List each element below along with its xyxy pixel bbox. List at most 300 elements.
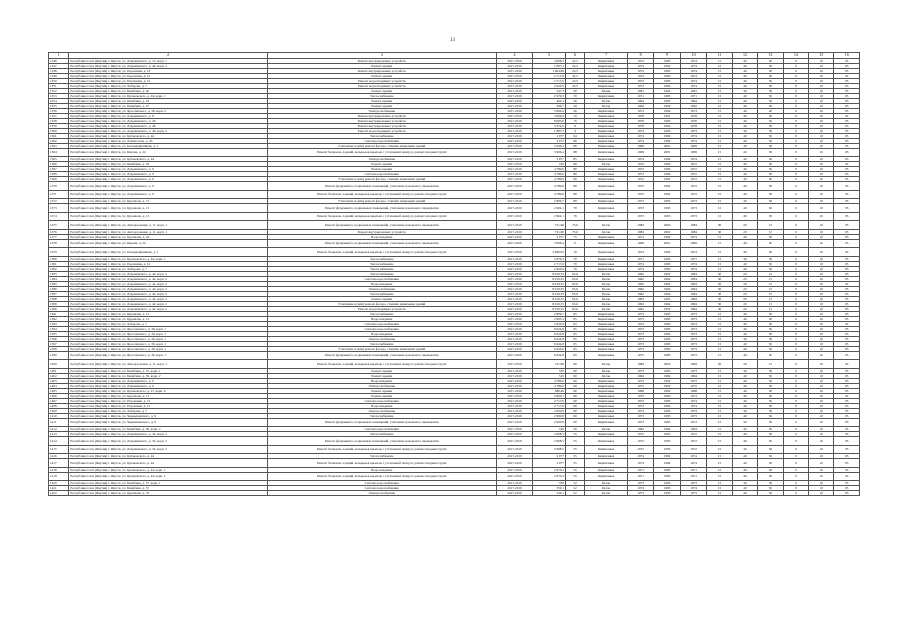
- table-cell: 1984: [654, 427, 680, 432]
- table-cell: 40: [732, 393, 757, 398]
- table-cell: 6 624,8: [533, 331, 566, 336]
- table-cell: 2 717,6: [533, 78, 566, 83]
- table-cell: 1984: [654, 459, 680, 468]
- table-cell: Кирпичные: [585, 93, 628, 98]
- table-cell: Республика Саха (Якутия) г. Якутск, ул. Дзержинского, д. 9: [69, 383, 267, 388]
- table-cell: 95: [834, 68, 860, 73]
- table-cell: 70: [565, 93, 584, 98]
- table-cell: 15: [707, 316, 732, 321]
- table-cell: 30: [758, 234, 783, 239]
- table-cell: 2 905,3: [533, 316, 566, 321]
- table-cell: 1352: [49, 88, 69, 93]
- table-cell: 40: [732, 398, 757, 403]
- table-cell: 15: [707, 491, 732, 496]
- table-cell: 4 789,6: [533, 182, 566, 191]
- table-cell: 30: [758, 388, 783, 393]
- table-cell: Водоотведение: [267, 281, 496, 286]
- table-cell: 1974: [627, 248, 653, 257]
- table-cell: Республика Саха (Якутия) г. Якутск, ул. Хабарова, д. 7: [69, 321, 267, 326]
- table-cell: 1974: [680, 234, 706, 239]
- table-cell: 1962: [627, 276, 653, 281]
- table-cell: 95: [834, 351, 860, 360]
- column-number-cell: 6: [565, 53, 584, 59]
- table-cell: 60: [565, 383, 584, 388]
- table-cell: Бетон: [585, 281, 628, 286]
- table-cell: 15: [707, 351, 732, 360]
- table-cell: 0: [783, 212, 808, 221]
- table-cell: 95: [834, 58, 860, 63]
- table-cell: 15: [758, 291, 783, 296]
- table-cell: Кирпичные: [585, 78, 628, 83]
- table-cell: 1964: [654, 276, 680, 281]
- table-cell: 40: [732, 103, 757, 108]
- table-cell: 15: [565, 113, 584, 118]
- table-cell: 52: [565, 491, 584, 496]
- table-cell: 30: [758, 190, 783, 199]
- table-cell: 15: [707, 326, 732, 331]
- table-cell: 95: [834, 486, 860, 491]
- table-cell: Республика Саха (Якутия) г. Якутск, ул. Дзержинского, д. 9: [69, 378, 267, 383]
- table-cell: 10: [809, 212, 834, 221]
- table-cell: 80: [565, 162, 584, 167]
- table-cell: 545: [533, 373, 566, 378]
- table-cell: 95: [834, 271, 860, 276]
- table-cell: 1992: [654, 383, 680, 388]
- table-cell: 1972: [627, 172, 653, 177]
- table-cell: 1358: [49, 118, 69, 123]
- table-cell: 2017-2019: [496, 143, 533, 148]
- table-cell: Бетон: [585, 301, 628, 306]
- table-cell: 95: [834, 177, 860, 182]
- table-cell: Водоотведение: [267, 234, 496, 239]
- table-cell: 1360: [49, 128, 69, 133]
- table-cell: Республика Саха (Якутия) г. Якутск, ул. Дзержинского, д. 42, корп. 2: [69, 306, 267, 311]
- table-row: [49, 248, 860, 257]
- table-cell: 1413: [49, 432, 69, 437]
- table-cell: 1978: [680, 113, 706, 118]
- table-cell: Республика Саха (Якутия) г. Якутск, ул. Кулаковского, д. 44, корп. 1: [69, 256, 267, 261]
- table-cell: 1974: [680, 157, 706, 162]
- table-cell: 1391: [49, 311, 69, 316]
- table-cell: 65: [565, 326, 584, 331]
- table-cell: Республика Саха (Якутия) г. Якутск, ул. Ярославского, д. 30, корп. 2: [69, 108, 267, 113]
- table-cell: Ремонт крыши: [267, 296, 496, 301]
- table-cell: 4 789,6: [533, 190, 566, 199]
- table-cell: 1984: [680, 360, 706, 369]
- table-cell: Кирпичные: [585, 437, 628, 446]
- table-cell: 1994: [680, 276, 706, 281]
- table-cell: 1973: [627, 316, 653, 321]
- table-cell: 1417: [49, 459, 69, 468]
- table-cell: 30: [758, 398, 783, 403]
- table-cell: 2 620,9: [533, 321, 566, 326]
- table-cell: 1962: [680, 103, 706, 108]
- table-cell: Кирпичные: [585, 331, 628, 336]
- table-cell: 1973: [627, 418, 653, 427]
- table-cell: 40: [732, 113, 757, 118]
- table-row: [49, 360, 860, 369]
- table-cell: 1983: [654, 78, 680, 83]
- table-cell: Республика Саха (Якутия) г. Якутск, ул. Дзержинского, д. 40, корп. 2: [69, 128, 267, 133]
- table-cell: 30: [758, 427, 783, 432]
- table-cell: 40: [732, 418, 757, 427]
- table-cell: Республика Саха (Якутия) г. Якутск, ул. Кирова, д. 24: [69, 148, 267, 157]
- table-cell: 30: [758, 212, 783, 221]
- table-cell: 1 604,89: [533, 68, 566, 73]
- table-cell: 56: [565, 427, 584, 432]
- table-cell: 95: [834, 398, 860, 403]
- table-cell: 1983: [654, 336, 680, 341]
- table-cell: 40: [732, 212, 757, 221]
- table-cell: 8 919,55: [533, 281, 566, 286]
- table-cell: Водоотведение: [267, 378, 496, 383]
- table-cell: 1380: [49, 256, 69, 261]
- table-cell: 1409: [49, 408, 69, 413]
- table-cell: 15: [758, 301, 783, 306]
- table-cell: 1962: [627, 281, 653, 286]
- table-cell: 9: [565, 123, 584, 128]
- table-cell: Кирпичные: [585, 351, 628, 360]
- table-cell: Республика Саха (Якутия) г. Якутск, ул. Дзержинского, д. 42, корп. 2: [69, 281, 267, 286]
- table-cell: 1974: [680, 486, 706, 491]
- table-cell: Кирпичные: [585, 388, 628, 393]
- table-cell: 2017-2019: [496, 351, 533, 360]
- table-cell: 1969: [627, 148, 653, 157]
- table-cell: 0: [783, 321, 808, 326]
- table-cell: 1984: [627, 229, 653, 234]
- table-cell: 15: [707, 172, 732, 177]
- table-cell: 0: [783, 78, 808, 83]
- table-cell: 2017-2019: [496, 199, 533, 204]
- table-cell: 30: [758, 437, 783, 446]
- table-cell: 30: [758, 172, 783, 177]
- table-cell: 30: [758, 341, 783, 346]
- table-row: [49, 204, 860, 213]
- table-cell: Кирпичные: [585, 393, 628, 398]
- table-cell: 15: [707, 177, 732, 182]
- table-cell: 1973: [680, 491, 706, 496]
- table-cell: 40: [732, 73, 757, 78]
- table-cell: 4 789,6: [533, 167, 566, 172]
- table-cell: 1357: [49, 113, 69, 118]
- table-cell: 2017-2019: [496, 445, 533, 454]
- table-cell: 1403: [49, 378, 69, 383]
- table-cell: 2 809,7: [533, 311, 566, 316]
- table-cell: Электроснабжение: [267, 383, 496, 388]
- table-cell: Республика Саха (Якутия) г. Якутск, ул. Кулаковского, д. 44, корп. 1: [69, 93, 267, 98]
- table-cell: 95: [834, 138, 860, 143]
- table-cell: 20: [565, 103, 584, 108]
- table-cell: 2017-2019: [496, 459, 533, 468]
- table-cell: 95: [834, 221, 860, 230]
- table-cell: 2017-2019: [496, 204, 533, 213]
- table-cell: 30: [758, 88, 783, 93]
- table-cell: 2017-2019: [496, 177, 533, 182]
- table-cell: 30: [758, 128, 783, 133]
- table-cell: 1404: [49, 383, 69, 388]
- table-cell: 1412: [49, 427, 69, 432]
- table-cell: 65: [565, 351, 584, 360]
- table-cell: Республика Саха (Якутия) г. Якутск, ул. Дзержинского, д. 15, корп. 1: [69, 58, 267, 63]
- table-cell: Кирпичные: [585, 256, 628, 261]
- table-cell: Республика Саха (Якутия) г. Якутск, ул. Порошина, д. 13: [69, 68, 267, 73]
- table-cell: 40: [732, 143, 757, 148]
- table-cell: Республика Саха (Якутия) г. Якутск, ул. Ярославского, д. 30, корп. 1: [69, 336, 267, 341]
- table-cell: 2017-2019: [496, 118, 533, 123]
- table-cell: 0: [783, 190, 808, 199]
- table-cell: 30: [758, 78, 783, 83]
- table-cell: 2 717,6: [533, 261, 566, 266]
- table-cell: Республика Саха (Якутия) г. Якутск, ул. Ярославского, д. 30, корп. 1: [69, 346, 267, 351]
- table-cell: 15: [707, 63, 732, 68]
- table-cell: 1962: [627, 291, 653, 296]
- table-cell: 1974: [627, 58, 653, 63]
- table-cell: 10: [809, 98, 834, 103]
- table-cell: 10: [809, 123, 834, 128]
- table-cell: 1386: [49, 286, 69, 291]
- table-cell: 40: [732, 261, 757, 266]
- table-cell: 0: [783, 427, 808, 432]
- table-cell: Кирпичные: [585, 63, 628, 68]
- table-cell: 1396: [49, 336, 69, 341]
- table-cell: 40: [732, 157, 757, 162]
- table-cell: 88: [565, 148, 584, 157]
- table-cell: 0: [783, 113, 808, 118]
- table-cell: 40: [732, 437, 757, 446]
- table-cell: 2 620,9: [533, 83, 566, 88]
- table-cell: 1978: [680, 123, 706, 128]
- table-cell: 569,7: [533, 103, 566, 108]
- table-cell: 40: [732, 256, 757, 261]
- table-row: [49, 437, 860, 446]
- table-cell: Республика Саха (Якутия) г. Якутск, ул. Билибина, д. 39, корп. 2: [69, 373, 267, 378]
- table-cell: 1976: [627, 118, 653, 123]
- table-cell: Кирпичные: [585, 182, 628, 191]
- table-cell: 0: [783, 63, 808, 68]
- table-cell: 1983: [654, 368, 680, 373]
- table-cell: 15: [707, 378, 732, 383]
- table-cell: 15: [707, 167, 732, 172]
- table-cell: Бетон: [585, 98, 628, 103]
- table-cell: 10: [809, 311, 834, 316]
- table-cell: Кирпичные: [585, 459, 628, 468]
- table-cell: 0: [783, 128, 808, 133]
- table-cell: 1973: [627, 331, 653, 336]
- table-cell: 60: [565, 418, 584, 427]
- table-cell: 15: [707, 234, 732, 239]
- table-cell: 2 809,7: [533, 393, 566, 398]
- table-cell: 10: [809, 432, 834, 437]
- table-cell: 15: [707, 383, 732, 388]
- table-cell: 1976: [680, 118, 706, 123]
- table-cell: 65: [565, 316, 584, 321]
- table-cell: 10: [809, 296, 834, 301]
- table-cell: Республика Саха (Якутия) г. Якутск, ул. Кулаковского, д. 44: [69, 157, 267, 162]
- table-cell: Бетон: [585, 103, 628, 108]
- table-cell: 529,1: [533, 491, 566, 496]
- table-cell: 15: [707, 239, 732, 248]
- table-cell: 95: [834, 204, 860, 213]
- table-cell: 3 906,4: [533, 148, 566, 157]
- table-cell: 2002: [654, 229, 680, 234]
- table-cell: 0: [783, 413, 808, 418]
- table-cell: 1973: [680, 351, 706, 360]
- table-cell: 60: [565, 373, 584, 378]
- table-cell: 30: [758, 73, 783, 78]
- table-cell: Республика Саха (Якутия) г. Якутск, ул. Хабарова, д. 7: [69, 408, 267, 413]
- table-cell: Кирпичные: [585, 148, 628, 157]
- table-cell: 10: [809, 266, 834, 271]
- table-cell: 1983: [654, 351, 680, 360]
- table-cell: Республика Саха (Якутия) г. Якутск, ул. Кулаковского, д. 44: [69, 454, 267, 459]
- table-cell: 1973: [627, 204, 653, 213]
- table-cell: 30: [758, 204, 783, 213]
- table-cell: 40: [732, 491, 757, 496]
- table-cell: Бетон: [585, 286, 628, 291]
- table-cell: 0: [783, 383, 808, 388]
- table-cell: 2017-2019: [496, 301, 533, 306]
- table-cell: 40: [732, 326, 757, 331]
- table-cell: 65: [565, 321, 584, 326]
- table-cell: 1993: [654, 199, 680, 204]
- table-cell: 2017-2019: [496, 481, 533, 486]
- table-cell: 0: [783, 229, 808, 234]
- table-cell: 95: [834, 113, 860, 118]
- table-row: [49, 190, 860, 199]
- table-cell: 1971: [627, 467, 653, 472]
- table-cell: 1984: [654, 157, 680, 162]
- column-number-cell: 8: [627, 53, 653, 59]
- table-cell: 10: [809, 445, 834, 454]
- table-cell: 10: [809, 143, 834, 148]
- table-cell: Республика Саха (Якутия) г. Якутск, ул. Билибина, д. 27: [69, 103, 267, 108]
- table-cell: 1971: [680, 467, 706, 472]
- table-cell: 95: [834, 373, 860, 378]
- table-cell: 0: [783, 93, 808, 98]
- table-cell: 40: [732, 403, 757, 408]
- table-cell: 15: [707, 248, 732, 257]
- table-cell: 1361: [49, 133, 69, 138]
- table-cell: 2017-2019: [496, 388, 533, 393]
- table-cell: 95: [834, 459, 860, 468]
- table-cell: Республика Саха (Якутия) г. Якутск, ул. Дзержинского, д. 42, корп. 2: [69, 271, 267, 276]
- table-cell: 1984: [627, 360, 653, 369]
- table-cell: 40: [732, 78, 757, 83]
- table-cell: 1983: [654, 341, 680, 346]
- table-cell: Ремонт балконов, лоджий, козырьков крыльца с установкой пандуса, ремонт входных групп: [267, 472, 496, 481]
- table-cell: Утепление и (или) ремонт фасада, ставших нежилыми зданий: [267, 177, 496, 182]
- table-cell: 2017-2019: [496, 432, 533, 437]
- table-cell: 98: [565, 138, 584, 143]
- table-cell: 1971: [627, 472, 653, 481]
- table-cell: 22,5: [565, 63, 584, 68]
- table-cell: 10: [809, 398, 834, 403]
- table-cell: 1348: [49, 68, 69, 73]
- table-cell: 15: [707, 413, 732, 418]
- table-cell: 95: [834, 346, 860, 351]
- table-cell: 95: [834, 98, 860, 103]
- table-cell: 1365: [49, 157, 69, 162]
- table-cell: Ремонт фундамента, подвальных помещений, утепление цокольного перекрытия: [267, 437, 496, 446]
- table-cell: 15: [707, 454, 732, 459]
- table-cell: Республика Саха (Якутия) г. Якутск, ул. Билибина, д. 22: [69, 98, 267, 103]
- table-cell: 95: [834, 162, 860, 167]
- table-cell: 10: [809, 373, 834, 378]
- table-cell: 95: [834, 190, 860, 199]
- table-cell: 95: [834, 286, 860, 291]
- table-cell: 40: [732, 88, 757, 93]
- column-number-cell: 3: [267, 53, 496, 59]
- table-cell: 65,6: [565, 306, 584, 311]
- table-cell: 2017-2019: [496, 157, 533, 162]
- table-cell: 30: [758, 316, 783, 321]
- table-cell: 1983: [654, 256, 680, 261]
- table-cell: Кирпичные: [585, 212, 628, 221]
- table-cell: 55: [565, 445, 584, 454]
- table-cell: 2017-2019: [496, 316, 533, 321]
- table-cell: 2017-2019: [496, 128, 533, 133]
- table-cell: 40: [732, 486, 757, 491]
- table-cell: Республика Саха (Якутия) г. Якутск, ул. Хабарова, д. 7: [69, 83, 267, 88]
- table-cell: 0: [783, 266, 808, 271]
- table-cell: 559: [533, 481, 566, 486]
- table-cell: 30: [758, 432, 783, 437]
- table-cell: 1389: [49, 301, 69, 306]
- table-cell: 2017-2019: [496, 398, 533, 403]
- table-cell: 1377: [49, 234, 69, 239]
- table-cell: Республика Саха (Якутия) г. Якутск, ул. Дзержинского, д. 42, корп. 2: [69, 276, 267, 281]
- table-cell: 20: [732, 271, 757, 276]
- table-cell: 2017-2019: [496, 336, 533, 341]
- table-cell: 1984: [680, 229, 706, 234]
- table-cell: 0: [783, 172, 808, 177]
- table-row: [49, 221, 860, 230]
- table-cell: 0: [783, 311, 808, 316]
- table-cell: 2017-2019: [496, 261, 533, 266]
- table-cell: 10: [809, 103, 834, 108]
- table-cell: 1974: [680, 321, 706, 326]
- table-cell: 20: [732, 281, 757, 286]
- table-cell: 1983: [654, 408, 680, 413]
- table-cell: 2017-2019: [496, 296, 533, 301]
- table-cell: 95: [834, 360, 860, 369]
- table-cell: Ремонт водоотводящих устройств: [267, 128, 496, 133]
- table-cell: 1364: [49, 148, 69, 157]
- table-cell: 10: [809, 234, 834, 239]
- table-cell: 1390: [49, 306, 69, 311]
- table-cell: 1973: [680, 336, 706, 341]
- table-cell: 1962: [627, 306, 653, 311]
- table-cell: 1983: [654, 73, 680, 78]
- table-cell: 0: [783, 373, 808, 378]
- table-cell: 462,3: [533, 98, 566, 103]
- table-cell: 1992: [654, 63, 680, 68]
- table-cell: 1972: [627, 182, 653, 191]
- table-cell: 20: [758, 113, 783, 118]
- table-cell: 8 919,55: [533, 296, 566, 301]
- table-cell: 1996: [654, 103, 680, 108]
- column-number-cell: 5: [533, 53, 566, 59]
- table-cell: 15: [758, 306, 783, 311]
- table-cell: 547,3: [533, 88, 566, 93]
- table-cell: Теплоснабжение: [267, 266, 496, 271]
- table-cell: 1973: [627, 326, 653, 331]
- table-cell: 40: [732, 316, 757, 321]
- table-cell: 40: [732, 427, 757, 432]
- table-cell: 721,96: [533, 221, 566, 230]
- table-cell: 2017-2019: [496, 162, 533, 167]
- table-cell: 1964: [654, 291, 680, 296]
